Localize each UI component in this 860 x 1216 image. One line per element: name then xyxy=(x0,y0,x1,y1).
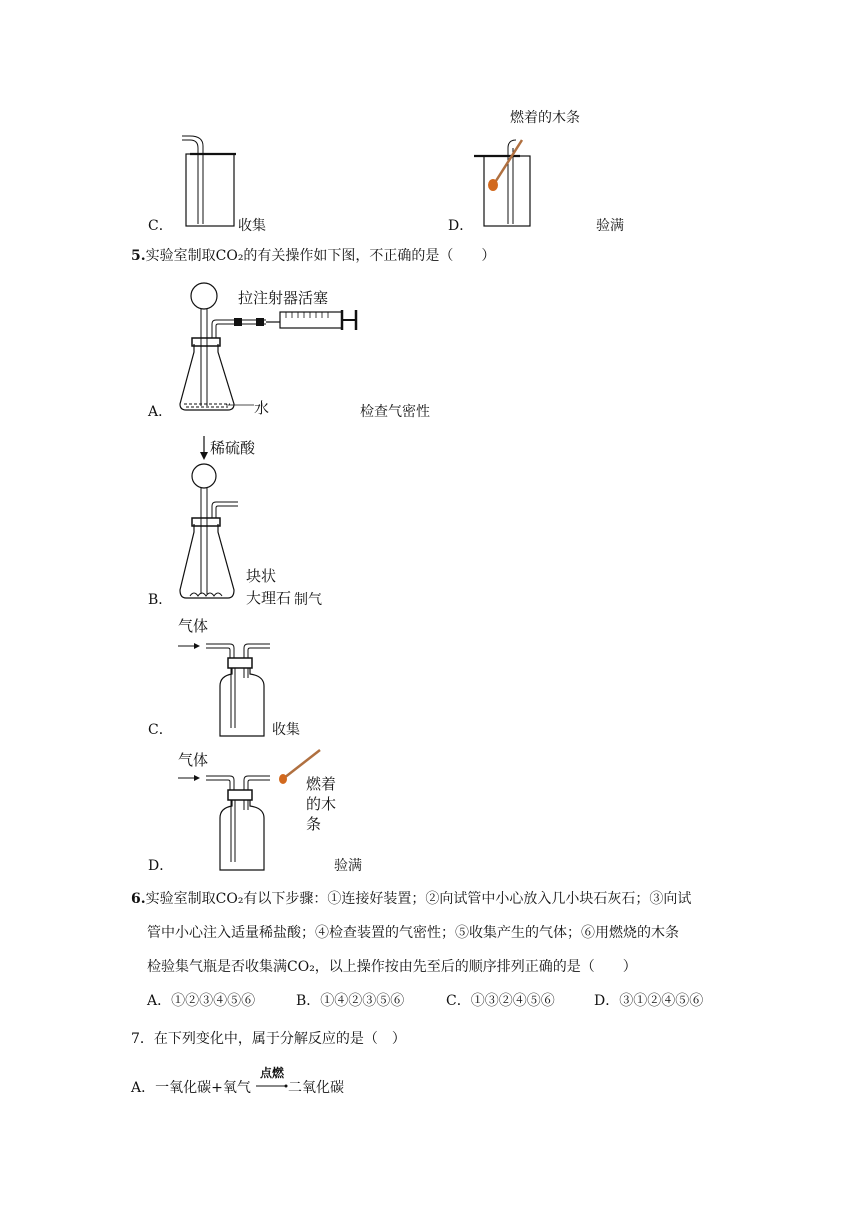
q5-b-solid-label-2: 大理石 xyxy=(246,589,292,607)
q7-option-a-left: A．一氧化碳+氧气 xyxy=(131,1080,251,1096)
q7-reaction-arrow xyxy=(256,1083,290,1089)
q6-line-2: 管中小心注入适量稀盐酸；④检查装置的气密性；⑤收集产生的气体；⑥用燃烧的木条 xyxy=(147,925,679,941)
q7-stem: 7．在下列变化中，属于分解反应的是（ ） xyxy=(131,1031,406,1047)
q5-number: 5. xyxy=(131,248,146,264)
q5-d-stick-label-1: 燃着 xyxy=(306,775,337,793)
q6-option-a: A．①②③④⑤⑥ xyxy=(147,993,256,1009)
q5-option-d-letter: D． xyxy=(148,858,174,874)
q5-b-acid-label: 稀硫酸 xyxy=(210,439,256,457)
q5-option-d-caption: 验满 xyxy=(334,858,362,874)
q4-option-c-caption: 收集 xyxy=(238,218,266,234)
q4-option-c-letter: C． xyxy=(148,218,173,234)
q5-d-gas-label: 气体 xyxy=(178,751,209,769)
q6-option-c: C．①③②④⑤⑥ xyxy=(446,993,555,1009)
q5-b-solid-label-1: 块状 xyxy=(246,567,277,585)
q5-d-stick-label-3: 条 xyxy=(306,815,322,833)
q5-a-syringe-label: 拉注射器活塞 xyxy=(238,289,329,307)
q6-number: 6. xyxy=(131,891,146,907)
q5-stem xyxy=(131,248,495,264)
q6-line-3: 检验集气瓶是否收集满CO₂，以上操作按由先至后的顺序排列正确的是（ ） xyxy=(147,959,637,975)
q5-option-c-caption: 收集 xyxy=(272,722,300,738)
q5-c-bottle-figure xyxy=(176,636,276,740)
q6-option-b: B．①④②③⑤⑥ xyxy=(296,993,405,1009)
q4-d-bottle-figure xyxy=(472,132,552,232)
q7-reaction-condition: 点燃 xyxy=(259,1066,284,1080)
q6-line-1-text: 实验室制取CO₂有以下步骤：①连接好装置；②向试管中小心放入几小块石灰石；③向试 xyxy=(145,891,692,907)
q5-option-a-letter: A． xyxy=(148,404,173,420)
q4-option-d-caption: 验满 xyxy=(596,218,624,234)
q5-a-water-label: 水 xyxy=(254,399,270,417)
q4-c-bottle-figure xyxy=(176,134,246,234)
q4-option-d-letter: D． xyxy=(448,218,474,234)
q6-line-1 xyxy=(131,884,731,914)
q4-d-figure-label: 燃着的木条 xyxy=(510,110,580,126)
q6-option-d: D．③①②④⑤⑥ xyxy=(594,993,704,1009)
q5-c-gas-label: 气体 xyxy=(178,617,209,635)
q5-option-c-letter: C． xyxy=(148,722,173,738)
q7-option-a-right: 二氧化碳 xyxy=(288,1080,344,1096)
q5-option-b-caption: 制气 xyxy=(294,592,322,608)
q5-option-b-letter: B． xyxy=(148,592,173,608)
q5-d-bottle-figure xyxy=(176,748,326,874)
q5-option-a-caption: 检查气密性 xyxy=(360,404,430,420)
q5-stem-text: 实验室制取CO₂的有关操作如下图，不正确的是（ ） xyxy=(145,248,496,264)
q5-d-stick-label-2: 的木 xyxy=(306,795,337,813)
